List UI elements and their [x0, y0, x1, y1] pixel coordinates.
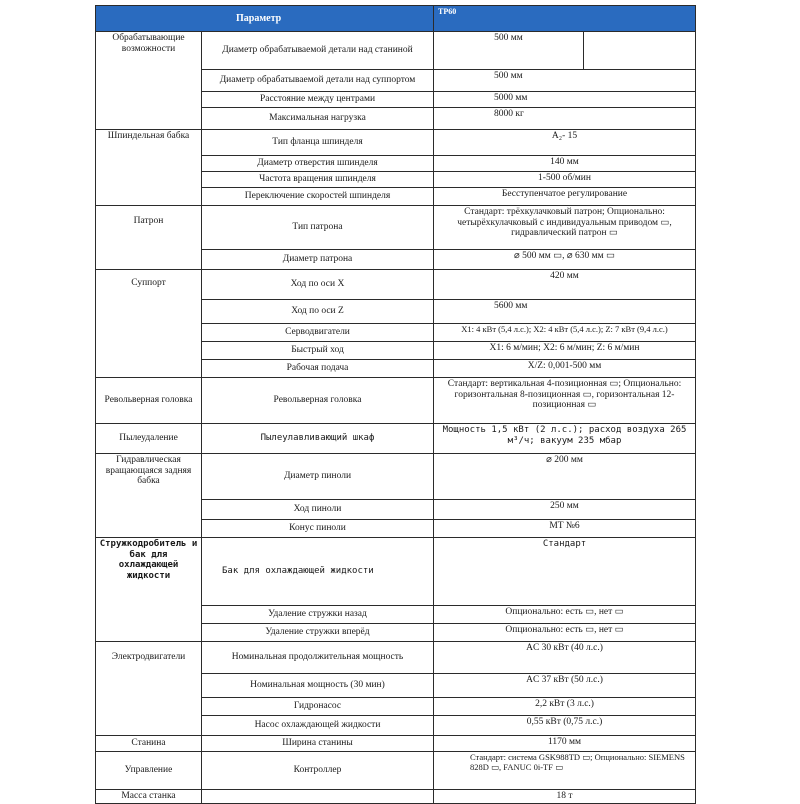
param-cell: Быстрый ход — [202, 342, 434, 360]
value-cell: X/Z: 0,001-500 мм — [434, 360, 696, 378]
value-cell: 500 мм — [434, 32, 584, 70]
value-cell: Мощность 1,5 кВт (2 л.с.); расход воздуха 265 м³/ч; вакуум 235 мбар — [434, 424, 696, 454]
table-row — [96, 206, 696, 250]
table-row — [96, 378, 696, 424]
value-cell: Стандарт — [434, 538, 696, 606]
category-cell: Гидравлическая вращающаяся задняя бабка — [96, 454, 202, 538]
table-row — [96, 736, 696, 752]
param-cell: Насос охлаждающей жидкости — [202, 716, 434, 736]
table-header — [96, 6, 696, 32]
category-cell: Стружкодробитель и бак для охлаждающей жидкости — [96, 538, 202, 642]
param-cell: Конус пиноли — [202, 520, 434, 538]
value-cell: 18 т — [434, 790, 696, 804]
category-cell: Пылеудаление — [96, 424, 202, 454]
param-cell: Пылеулавливающий шкаф — [202, 424, 434, 454]
value-cell: 140 мм — [434, 156, 696, 172]
param-cell: Гидронасос — [202, 698, 434, 716]
table-row — [96, 424, 696, 454]
param-cell: Контроллер — [202, 752, 434, 790]
value-cell: 2,2 кВт (3 л.с.) — [434, 698, 696, 716]
empty-cell — [584, 32, 696, 70]
value-cell: Стандарт: вертикальная 4-позиционная ▭; Опционально: горизонтальная 8-позиционная ▭, горизонтальная 12-позиционная ▭ — [434, 378, 696, 424]
param-cell: Расстояние между центрами — [202, 92, 434, 108]
param-cell: Рабочая подача — [202, 360, 434, 378]
param-cell: Бак для охлаждающей жидкости — [202, 538, 434, 606]
category-cell: Управление — [96, 752, 202, 790]
category-cell: Станина — [96, 736, 202, 752]
param-cell: Удаление стружки назад — [202, 606, 434, 624]
value-cell: Опционально: есть ▭, нет ▭ — [434, 624, 696, 642]
value-cell: 250 мм — [434, 500, 696, 520]
category-cell: Обрабатывающие возможности — [96, 32, 202, 130]
param-cell: Диаметр патрона — [202, 250, 434, 270]
value-cell: 1170 мм — [434, 736, 696, 752]
param-cell: Тип фланца шпинделя — [202, 130, 434, 156]
param-cell: Диаметр отверстия шпинделя — [202, 156, 434, 172]
value-cell: X1: 6 м/мин; X2: 6 м/мин; Z: 6 м/мин — [434, 342, 696, 360]
value-cell: X1: 4 кВт (5,4 л.с.); X2: 4 кВт (5,4 л.с.); Z: 7 кВт (9,4 л.с.) — [434, 324, 696, 342]
param-cell: Тип патрона — [202, 206, 434, 250]
value-cell: AC 37 кВт (50 л.с.) — [434, 674, 696, 698]
value-cell: 420 мм — [434, 270, 696, 300]
value-cell: Бесступенчатое регулирование — [434, 188, 696, 206]
value-cell: MT №6 — [434, 520, 696, 538]
value-cell: Опционально: есть ▭, нет ▭ — [434, 606, 696, 624]
param-cell: Ход пиноли — [202, 500, 434, 520]
value-cell: Стандарт: система GSK988TD ▭; Опционально: SIEMENS 828D ▭, FANUC 0i-TF ▭ — [434, 752, 696, 790]
param-cell: Ход по оси X — [202, 270, 434, 300]
table-row — [96, 538, 696, 606]
table-row — [96, 130, 696, 156]
table-row — [96, 270, 696, 300]
table-row — [96, 454, 696, 500]
table-row — [96, 752, 696, 790]
param-cell: Номинальная мощность (30 мин) — [202, 674, 434, 698]
value-cell: 8000 кг — [434, 108, 696, 130]
param-cell: Револьверная головка — [202, 378, 434, 424]
header-model: TP60 — [434, 6, 696, 32]
value-cell: A₂- 15 — [434, 130, 696, 156]
category-cell: Масса станка — [96, 790, 202, 804]
value-cell: 5600 мм — [434, 300, 696, 324]
value-cell: 0,55 кВт (0,75 л.с.) — [434, 716, 696, 736]
param-cell: Ширина станины — [202, 736, 434, 752]
param-cell: Диаметр обрабатываемой детали над станиной — [202, 32, 434, 70]
param-cell: Ход по оси Z — [202, 300, 434, 324]
param-cell: Диаметр пиноли — [202, 454, 434, 500]
category-cell: Патрон — [96, 206, 202, 270]
value-cell: AC 30 кВт (40 л.с.) — [434, 642, 696, 674]
param-cell: Удаление стружки вперёд — [202, 624, 434, 642]
table-row — [96, 32, 696, 70]
header-parameter: Параметр — [96, 6, 434, 32]
value-cell: Стандарт: трёхкулачковый патрон; Опционально: четырёхкулачковый с индивидуальным приводом ▭, гидравлический патрон ▭ — [434, 206, 696, 250]
value-cell: 5000 мм — [434, 92, 696, 108]
param-cell: Номинальная продолжительная мощность — [202, 642, 434, 674]
table-row — [96, 790, 696, 804]
table-row — [96, 642, 696, 674]
param-cell — [202, 790, 434, 804]
category-cell: Электродвигатели — [96, 642, 202, 736]
param-cell: Частота вращения шпинделя — [202, 172, 434, 188]
param-cell: Серводвигатели — [202, 324, 434, 342]
param-cell: Диаметр обрабатываемой детали над суппортом — [202, 70, 434, 92]
specification-table — [95, 5, 696, 804]
category-cell: Револьверная головка — [96, 378, 202, 424]
value-cell: ⌀ 500 мм ▭, ⌀ 630 мм ▭ — [434, 250, 696, 270]
param-cell: Максимальная нагрузка — [202, 108, 434, 130]
param-cell: Переключение скоростей шпинделя — [202, 188, 434, 206]
value-cell: ⌀ 200 мм — [434, 454, 696, 500]
category-cell: Шпиндельная бабка — [96, 130, 202, 206]
category-cell: Суппорт — [96, 270, 202, 378]
value-cell: 500 мм — [434, 70, 696, 92]
value-cell: 1-500 об/мин — [434, 172, 696, 188]
spec-table — [95, 5, 695, 802]
